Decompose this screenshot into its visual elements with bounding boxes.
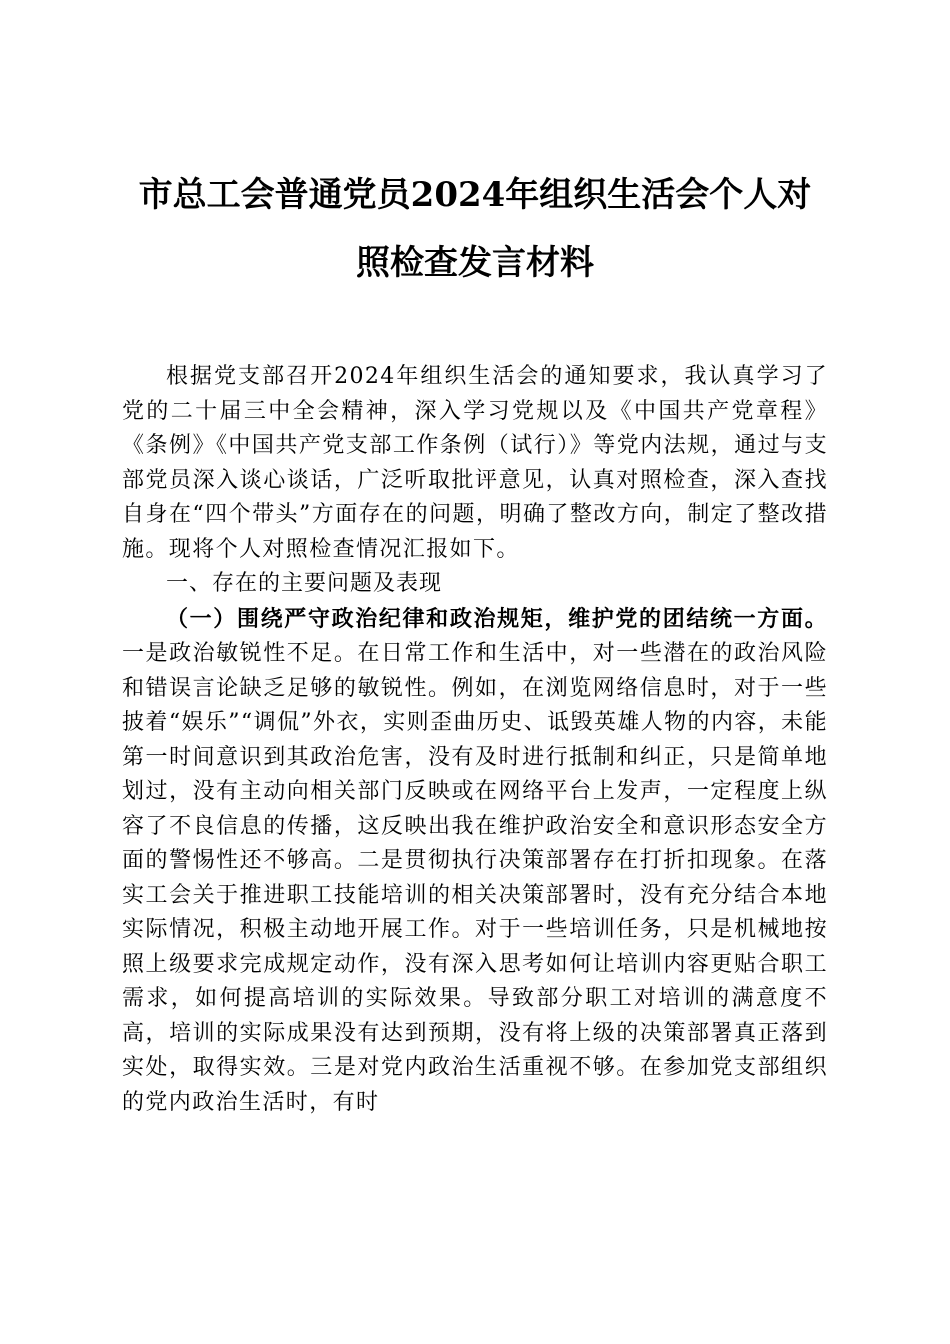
subsection-paragraph [122,602,828,1121]
section-heading: 一、存在的主要问题及表现 [166,571,443,596]
intro-paragraph: 根据党支部召开2024年组织生活会的通知要求，我认真学习了党的二十届三中全会精神，深入学习党规以及《中国共产党章程》《条例》《中国共产党支部工作条例（试行）》等党内法规，通过与支部党员深入谈心谈话，广泛听取批评意见，认真对照检查，深入查找自身在“四个带头”方面存在的问题，明确了整改方向，制定了整改措施。现将个人对照检查情况汇报如下。 [122,364,828,562]
subsection-body: 一是政治敏锐性不足。在日常工作和生活中，对一些潜在的政治风险和错误言论缺乏足够的敏锐性。例如，在浏览网络信息时，对于一些披着“娱乐”“调侃”外衣，实则歪曲历史、诋毁英雄人物的内容，未能第一时间意识到其政治危害，没有及时进行抵制和纠正，只是简单地划过，没有主动向相关部门反映或在网络平台上发声，一定程度上纵容了不良信息的传播，这反映出我在维护政治安全和意识形态安全方面的警惕性还不够高。二是贯彻执行决策部署存在打折扣现象。在落实工会关于推进职工技能培训的相关决策部署时，没有充分结合本地实际情况，积极主动地开展工作。对于一些培训任务，只是机械地按照上级要求完成规定动作，没有深入思考如何让培训内容更贴合职工需求，如何提高培训的实际效果。导致部分职工对培训的满意度不高，培训的实际成果没有达到预期，没有将上级的决策部署真正落到实处，取得实效。三是对党内政治生活重视不够。在参加党支部组织的党内政治生活时，有时 [122,641,828,1115]
document-title-line-2: 照检查发言材料 [356,243,594,283]
document-body [122,360,828,1120]
document-title-line-1: 市总工会普通党员2024年组织生活会个人对 [138,175,812,215]
subsection-heading: （一）围绕严守政治纪律和政治规矩，维护党的团结统一方面。 [166,605,828,632]
